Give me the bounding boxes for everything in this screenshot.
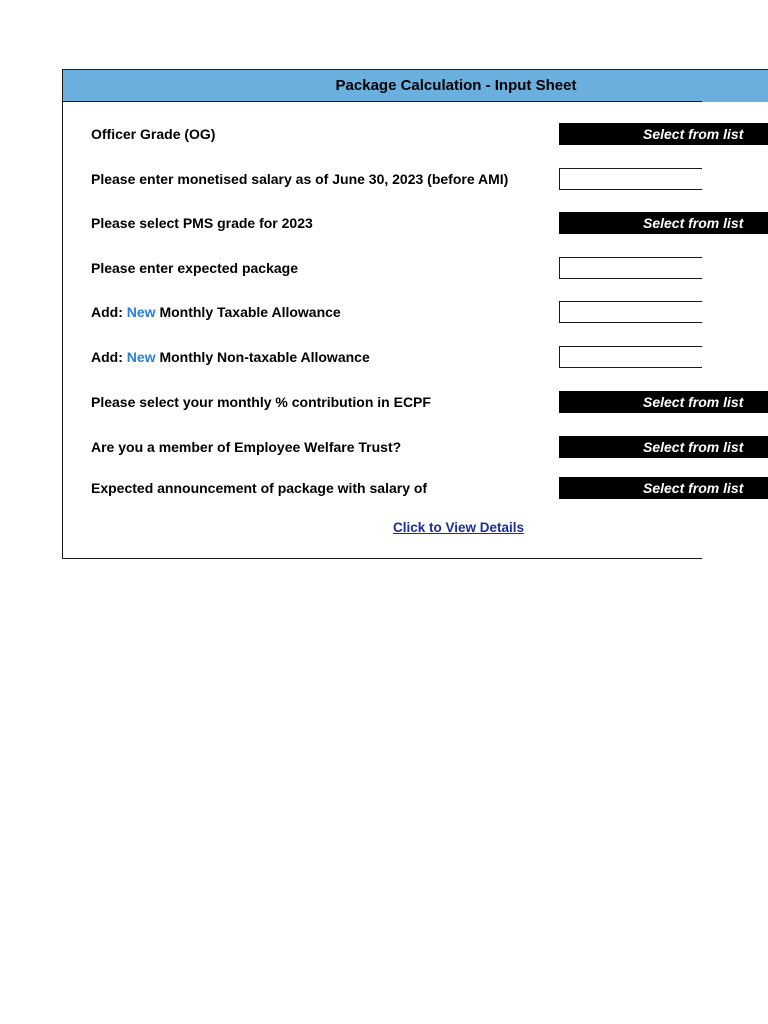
expected-package-input[interactable]: [559, 257, 702, 279]
row-expected-package: [0, 256, 768, 280]
welfare-trust-label: Are you a member of Employee Welfare Trust?: [91, 439, 402, 455]
officer-grade-select-value: Select from list: [643, 126, 744, 142]
row-monetised-salary: [0, 167, 768, 191]
announcement-label: Expected announcement of package with salary of: [91, 480, 428, 496]
welfare-trust-select[interactable]: [559, 436, 768, 458]
taxable-allowance-label-suffix: Monthly Taxable Allowance: [155, 304, 341, 320]
non-taxable-allowance-new-tag: New: [126, 349, 156, 365]
view-details-link[interactable]: Click to View Details: [393, 520, 525, 535]
monetised-salary-input[interactable]: [559, 168, 702, 190]
row-announcement: [0, 476, 768, 500]
welfare-trust-select-value: Select from list: [643, 439, 744, 455]
expected-package-label: Please enter expected package: [91, 260, 299, 276]
taxable-allowance-new-tag: New: [126, 304, 156, 320]
row-welfare-trust: [0, 435, 768, 459]
monetised-salary-label: Please enter monetised salary as of June 30, 2023 (before AMI): [91, 171, 509, 187]
pms-grade-select[interactable]: [559, 212, 768, 234]
ecpf-contribution-select-value: Select from list: [643, 394, 744, 410]
row-ecpf-contribution: [0, 390, 768, 414]
officer-grade-select[interactable]: [559, 123, 768, 145]
ecpf-contribution-label: Please select your monthly % contribution in ECPF: [91, 394, 431, 410]
ecpf-contribution-select[interactable]: [559, 391, 768, 413]
non-taxable-allowance-label-suffix: Monthly Non-taxable Allowance: [155, 349, 370, 365]
row-officer-grade: [0, 122, 768, 146]
sheet-title: Package Calculation - Input Sheet: [335, 77, 577, 94]
row-pms-grade: [0, 211, 768, 235]
row-non-taxable-allowance: [0, 345, 768, 369]
taxable-allowance-label-prefix: Add:: [91, 304, 127, 320]
non-taxable-allowance-label: [91, 345, 370, 369]
non-taxable-allowance-label-prefix: Add:: [91, 349, 127, 365]
pms-grade-label: Please select PMS grade for 2023: [91, 215, 313, 231]
announcement-select[interactable]: [559, 477, 768, 499]
officer-grade-label: Officer Grade (OG): [91, 126, 216, 142]
announcement-select-value: Select from list: [643, 480, 744, 496]
taxable-allowance-input[interactable]: [559, 301, 702, 323]
non-taxable-allowance-input[interactable]: [559, 346, 702, 368]
pms-grade-select-value: Select from list: [643, 215, 744, 231]
row-taxable-allowance: [0, 300, 768, 324]
taxable-allowance-label: [91, 300, 341, 324]
